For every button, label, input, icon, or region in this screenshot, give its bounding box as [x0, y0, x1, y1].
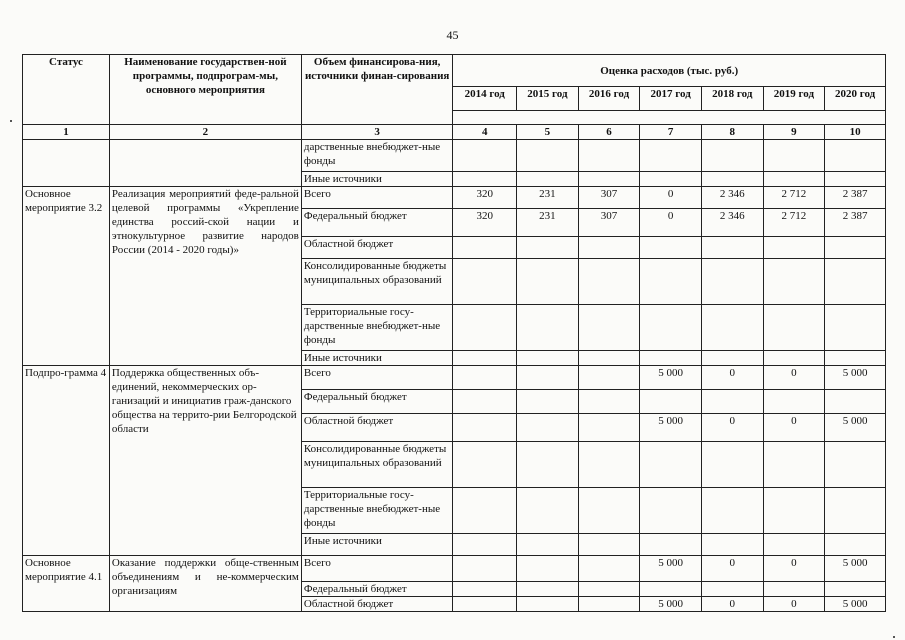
value-cell: 0 [701, 556, 763, 582]
source-municipal: Консолидированные бюджеты муниципальных образований [301, 442, 453, 488]
value-cell: 0 [701, 414, 763, 442]
column-number: 6 [578, 125, 640, 140]
source-regional: Областной бюджет [301, 597, 453, 612]
value-cell: 2 712 [763, 209, 825, 237]
value-cell: 307 [578, 187, 640, 209]
header-estimate: Оценка расходов (тыс. руб.) [453, 55, 886, 87]
value-cell: 231 [517, 187, 579, 209]
value-cell: 231 [517, 209, 579, 237]
source-total: Всего [301, 556, 453, 582]
column-number: 5 [517, 125, 579, 140]
value-cell: 5 000 [825, 597, 886, 612]
source-other: Иные источники [301, 351, 453, 366]
value-cell: 0 [763, 414, 825, 442]
value-cell: 2 346 [701, 187, 763, 209]
header-year: 2015 год [517, 87, 579, 111]
source-territorial: дарственные внебюджет-ные фонды [301, 140, 453, 172]
value-cell: 0 [763, 597, 825, 612]
source-total: Всего [301, 187, 453, 209]
header-year: 2019 год [763, 87, 825, 111]
value-cell [578, 597, 640, 612]
program-name-cell: Поддержка общественных объ-единений, некоммерческих ор-ганизаций и инициатив граж-данского общества на террито-рии Белгородской области [109, 366, 301, 556]
value-cell: 5 000 [825, 366, 886, 390]
expense-estimate-table [22, 54, 886, 612]
source-other: Иные источники [301, 534, 453, 556]
header-year: 2018 год [701, 87, 763, 111]
column-number: 3 [301, 125, 453, 140]
source-territorial: Территориальные госу-дарственные внебюджет-ные фонды [301, 488, 453, 534]
value-cell [453, 556, 517, 582]
header-year: 2016 год [578, 87, 640, 111]
header-year: 2017 год [640, 87, 702, 111]
column-number: 8 [701, 125, 763, 140]
value-cell: 2 387 [825, 187, 886, 209]
value-cell [517, 597, 579, 612]
program-name-cell: Оказание поддержки обще-ственным объединениям и не-коммерческим организациям [109, 556, 301, 612]
value-cell: 5 000 [640, 597, 702, 612]
column-number: 10 [825, 125, 886, 140]
value-cell [578, 414, 640, 442]
status-cell: Подпро-грамма 4 [23, 366, 110, 556]
program-name-cell: Реализация мероприятий феде-ральной целевой программы «Укрепление единства россий-ской нации и этнокультурное развитие народов России (2014 - 2020 годы)» [109, 187, 301, 366]
column-number: 2 [109, 125, 301, 140]
source-federal: Федеральный бюджет [301, 209, 453, 237]
value-cell: 5 000 [825, 414, 886, 442]
value-cell: 5 000 [640, 414, 702, 442]
column-number: 7 [640, 125, 702, 140]
source-federal: Федеральный бюджет [301, 582, 453, 597]
status-cell: Основное мероприятие 4.1 [23, 556, 110, 612]
source-territorial: Территориальные госу-дарственные внебюджет-ные фонды [301, 305, 453, 351]
value-cell: 0 [701, 597, 763, 612]
header-year: 2014 год [453, 87, 517, 111]
value-cell [453, 597, 517, 612]
source-federal: Федеральный бюджет [301, 390, 453, 414]
scan-speck [10, 120, 12, 122]
value-cell: 320 [453, 187, 517, 209]
value-cell [517, 366, 579, 390]
column-number: 1 [23, 125, 110, 140]
source-regional: Областной бюджет [301, 414, 453, 442]
value-cell: 0 [640, 187, 702, 209]
status-cell: Основное мероприятие 3.2 [23, 187, 110, 366]
value-cell [453, 414, 517, 442]
value-cell: 320 [453, 209, 517, 237]
value-cell [517, 414, 579, 442]
source-other: Иные источники [301, 172, 453, 187]
value-cell: 5 000 [825, 556, 886, 582]
value-cell: 0 [763, 366, 825, 390]
source-total: Всего [301, 366, 453, 390]
source-regional: Областной бюджет [301, 237, 453, 259]
source-municipal: Консолидированные бюджеты муниципальных образований [301, 259, 453, 305]
value-cell: 5 000 [640, 366, 702, 390]
header-status: Статус [23, 55, 110, 125]
page-number: 45 [446, 28, 459, 42]
header-program-name: Наименование государствен-ной программы, подпрограм-мы, основного мероприятия [109, 55, 301, 125]
value-cell: 2 712 [763, 187, 825, 209]
scan-speck [893, 636, 895, 638]
column-number: 9 [763, 125, 825, 140]
value-cell [578, 556, 640, 582]
value-cell [517, 556, 579, 582]
value-cell: 2 346 [701, 209, 763, 237]
header-funding: Объем финансирова-ния, источники финан-сирования [301, 55, 453, 125]
value-cell: 5 000 [640, 556, 702, 582]
value-cell: 307 [578, 209, 640, 237]
value-cell: 0 [701, 366, 763, 390]
value-cell: 2 387 [825, 209, 886, 237]
value-cell [578, 366, 640, 390]
header-year: 2020 год [825, 87, 886, 111]
value-cell: 0 [640, 209, 702, 237]
value-cell: 0 [763, 556, 825, 582]
column-number: 4 [453, 125, 517, 140]
value-cell [453, 366, 517, 390]
